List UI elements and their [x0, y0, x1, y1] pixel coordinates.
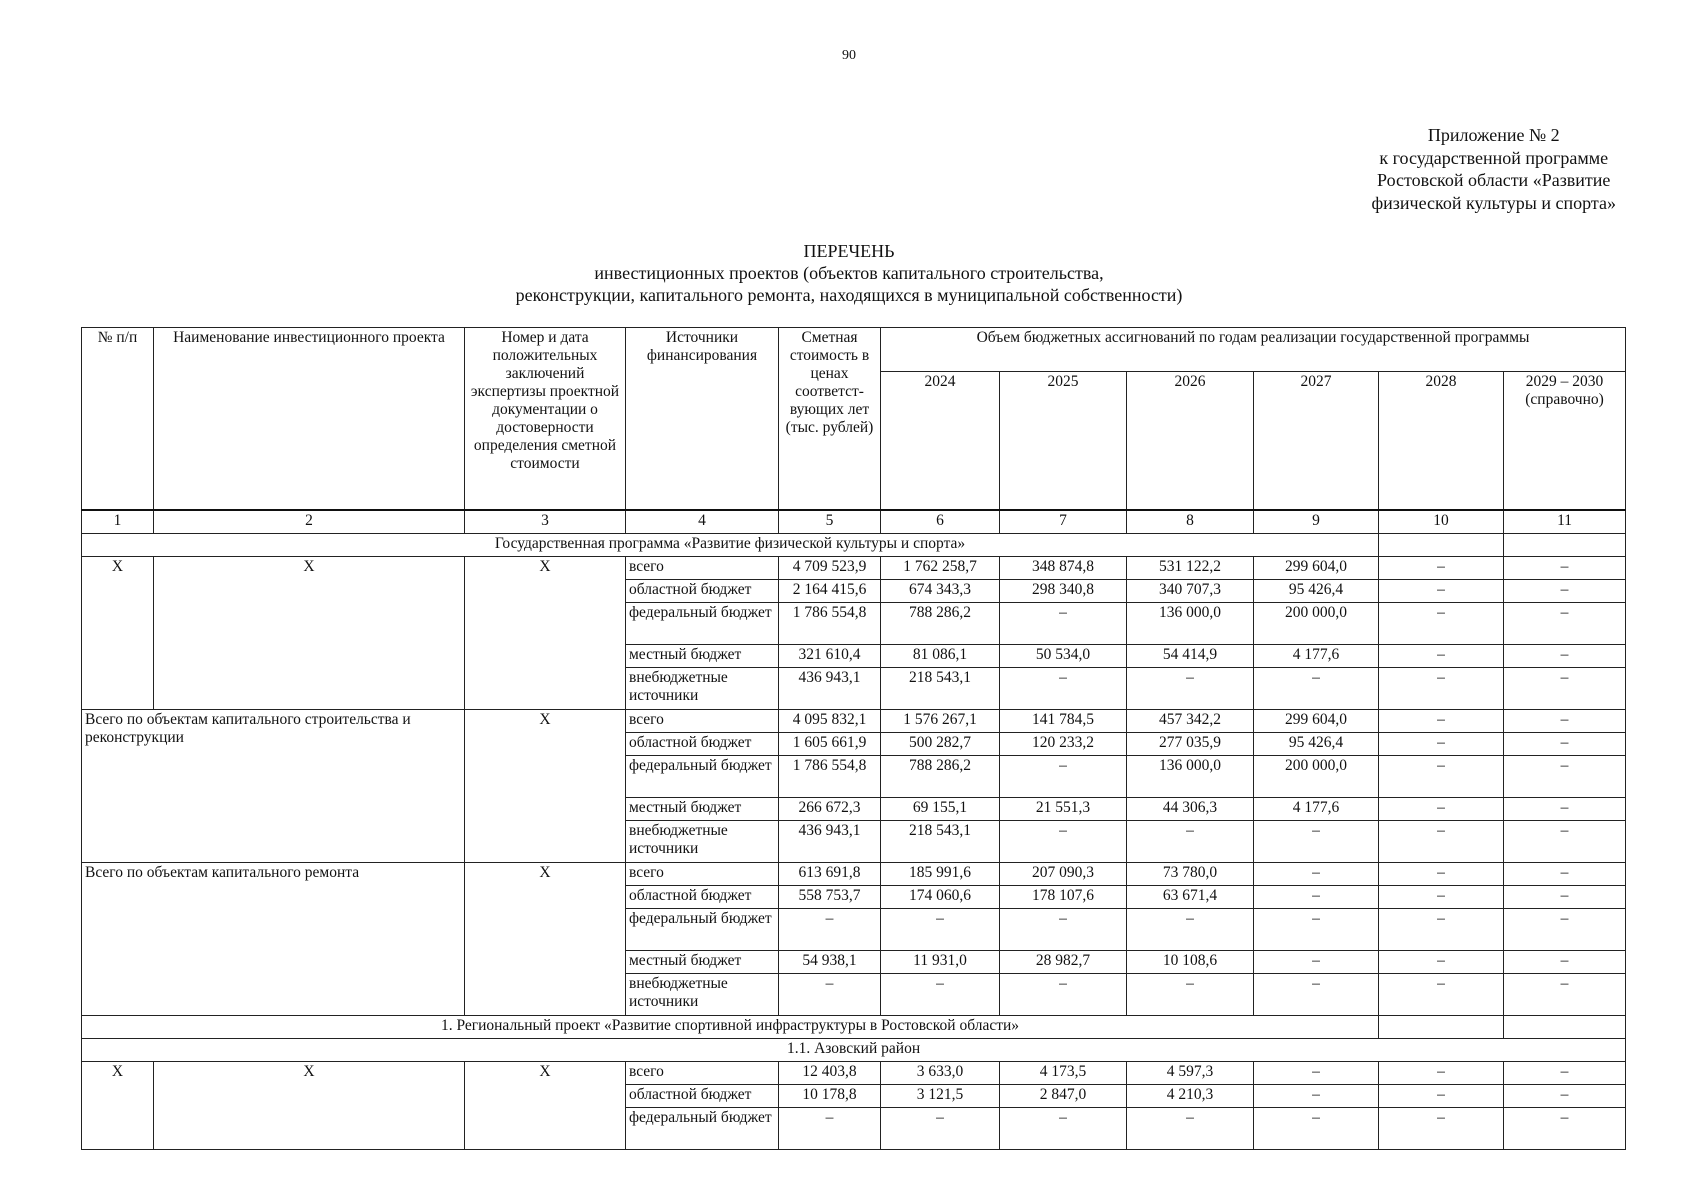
investment-projects-table [81, 327, 1626, 1150]
source-cell: местный бюджет [626, 644, 779, 667]
value-cell: – [1000, 667, 1127, 709]
value-cell: 136 000,0 [1127, 755, 1254, 797]
column-number: 8 [1127, 510, 1254, 534]
value-cell: 1 786 554,8 [779, 755, 881, 797]
source-cell: местный бюджет [626, 950, 779, 973]
value-cell: 44 306,3 [1127, 797, 1254, 820]
section-empty-cell [1379, 1015, 1504, 1038]
value-cell: 2 164 415,6 [779, 579, 881, 602]
appendix-line: Ростовской области «Развитие [1377, 170, 1611, 190]
source-cell: областной бюджет [626, 579, 779, 602]
value-cell: 63 671,4 [1127, 885, 1254, 908]
value-cell: – [1254, 820, 1379, 862]
appendix-line: физической культуры и спорта» [1371, 192, 1616, 213]
value-cell: – [1504, 1084, 1626, 1107]
value-cell: – [1504, 556, 1626, 579]
value-cell: – [1379, 709, 1504, 732]
value-cell: 174 060,6 [881, 885, 1000, 908]
source-cell: внебюджетные источники [626, 973, 779, 1015]
value-cell: 178 107,6 [1000, 885, 1127, 908]
value-cell: 613 691,8 [779, 862, 881, 885]
row-number-cell: Х [82, 1061, 154, 1149]
value-cell: – [779, 908, 881, 950]
value-cell: – [1254, 1107, 1379, 1149]
header-project-name: Наименование инвестиционного проекта [154, 328, 465, 510]
value-cell: 3 121,5 [881, 1084, 1000, 1107]
value-cell: – [1254, 908, 1379, 950]
value-cell: 10 108,6 [1127, 950, 1254, 973]
source-cell: внебюджетные источники [626, 667, 779, 709]
value-cell: 299 604,0 [1254, 709, 1379, 732]
header-funding-sources: Источники финансирования [626, 328, 779, 510]
value-cell: – [1504, 755, 1626, 797]
source-cell: местный бюджет [626, 797, 779, 820]
source-cell: всего [626, 1061, 779, 1084]
expertise-cell: Х [465, 709, 626, 862]
value-cell: – [1000, 755, 1127, 797]
value-cell: – [1379, 885, 1504, 908]
value-cell: – [1379, 1061, 1504, 1084]
value-cell: – [1379, 973, 1504, 1015]
value-cell: – [1504, 950, 1626, 973]
source-cell: областной бюджет [626, 732, 779, 755]
value-cell: – [1254, 885, 1379, 908]
document-title [0, 240, 1698, 306]
value-cell: – [1000, 908, 1127, 950]
value-cell: 11 931,0 [881, 950, 1000, 973]
value-cell: 321 610,4 [779, 644, 881, 667]
column-number: 4 [626, 510, 779, 534]
value-cell: – [1379, 950, 1504, 973]
value-cell: – [1254, 973, 1379, 1015]
value-cell: 788 286,2 [881, 755, 1000, 797]
header-year: 2025 [1000, 372, 1127, 510]
table-row [82, 1061, 1626, 1084]
expertise-cell: Х [465, 1061, 626, 1149]
value-cell: – [881, 973, 1000, 1015]
value-cell: – [1504, 973, 1626, 1015]
value-cell: 1 605 661,9 [779, 732, 881, 755]
source-cell: федеральный бюджет [626, 908, 779, 950]
appendix-note [1371, 124, 1616, 214]
header-year: 2027 [1254, 372, 1379, 510]
section-heading-program: Государственная программа «Развитие физической культуры и спорта» [82, 533, 1379, 556]
appendix-line: к государственной программе [1379, 147, 1609, 168]
value-cell: – [1379, 1084, 1504, 1107]
value-cell: 1 576 267,1 [881, 709, 1000, 732]
column-number: 10 [1379, 510, 1504, 534]
value-cell: – [1254, 862, 1379, 885]
project-name-cell: Х [154, 556, 465, 709]
value-cell: 457 342,2 [1127, 709, 1254, 732]
value-cell: – [1000, 973, 1127, 1015]
value-cell: – [1504, 820, 1626, 862]
value-cell: – [1504, 644, 1626, 667]
page-number: 90 [842, 48, 856, 63]
value-cell: – [1000, 820, 1127, 862]
column-number: 9 [1254, 510, 1379, 534]
value-cell: – [1379, 556, 1504, 579]
value-cell: 73 780,0 [1127, 862, 1254, 885]
value-cell: – [1379, 602, 1504, 644]
title-line: реконструкции, капитального ремонта, находящихся в муниципальной собственности) [515, 285, 1183, 305]
value-cell: 141 784,5 [1000, 709, 1127, 732]
value-cell: 21 551,3 [1000, 797, 1127, 820]
group-name-cell: Всего по объектам капитального ремонта [82, 862, 465, 1015]
value-cell: – [1379, 667, 1504, 709]
header-budget-allocations: Объем бюджетных ассигнований по годам реализации государственной программы [881, 328, 1626, 372]
value-cell: – [1504, 908, 1626, 950]
column-number: 7 [1000, 510, 1127, 534]
value-cell: 4 210,3 [1127, 1084, 1254, 1107]
value-cell: 1 786 554,8 [779, 602, 881, 644]
value-cell: 2 847,0 [1000, 1084, 1127, 1107]
source-cell: областной бюджет [626, 885, 779, 908]
column-number: 11 [1504, 510, 1626, 534]
value-cell: 4 597,3 [1127, 1061, 1254, 1084]
source-cell: внебюджетные источники [626, 820, 779, 862]
value-cell: 4 177,6 [1254, 644, 1379, 667]
value-cell: 200 000,0 [1254, 602, 1379, 644]
value-cell: – [1379, 820, 1504, 862]
header-number: № п/п [82, 328, 154, 510]
value-cell: 218 543,1 [881, 820, 1000, 862]
value-cell: 436 943,1 [779, 667, 881, 709]
section-heading-district: 1.1. Азовский район [82, 1038, 1626, 1061]
source-cell: всего [626, 862, 779, 885]
column-number: 5 [779, 510, 881, 534]
value-cell: 788 286,2 [881, 602, 1000, 644]
value-cell: – [881, 1107, 1000, 1149]
value-cell: 218 543,1 [881, 667, 1000, 709]
value-cell: – [1379, 732, 1504, 755]
source-cell: федеральный бюджет [626, 1107, 779, 1149]
value-cell: – [1379, 908, 1504, 950]
source-cell: всего [626, 709, 779, 732]
value-cell: – [1379, 755, 1504, 797]
table-row [82, 709, 1626, 732]
value-cell: 136 000,0 [1127, 602, 1254, 644]
source-cell: федеральный бюджет [626, 602, 779, 644]
value-cell: – [1127, 1107, 1254, 1149]
column-number: 6 [881, 510, 1000, 534]
appendix-line: Приложение № 2 [1427, 125, 1560, 145]
expertise-cell: Х [465, 862, 626, 1015]
value-cell: 12 403,8 [779, 1061, 881, 1084]
title-line: инвестиционных проектов (объектов капитального строительства, [594, 263, 1104, 283]
value-cell: 3 633,0 [881, 1061, 1000, 1084]
value-cell: 10 178,8 [779, 1084, 881, 1107]
value-cell: 54 414,9 [1127, 644, 1254, 667]
value-cell: – [1379, 862, 1504, 885]
value-cell: 4 177,6 [1254, 797, 1379, 820]
value-cell: – [1000, 1107, 1127, 1149]
expertise-cell: Х [465, 556, 626, 709]
value-cell: 1 762 258,7 [881, 556, 1000, 579]
value-cell: 298 340,8 [1000, 579, 1127, 602]
value-cell: – [1254, 1061, 1379, 1084]
value-cell: – [1127, 973, 1254, 1015]
section-empty-cell [1379, 533, 1504, 556]
value-cell: 95 426,4 [1254, 579, 1379, 602]
value-cell: 81 086,1 [881, 644, 1000, 667]
value-cell: – [1504, 862, 1626, 885]
value-cell: 4 095 832,1 [779, 709, 881, 732]
value-cell: 207 090,3 [1000, 862, 1127, 885]
value-cell: – [1379, 579, 1504, 602]
value-cell: 436 943,1 [779, 820, 881, 862]
value-cell: – [1379, 644, 1504, 667]
value-cell: – [779, 1107, 881, 1149]
value-cell: – [1000, 602, 1127, 644]
value-cell: – [1504, 732, 1626, 755]
value-cell: – [779, 973, 881, 1015]
source-cell: областной бюджет [626, 1084, 779, 1107]
value-cell: 28 982,7 [1000, 950, 1127, 973]
value-cell: 531 122,2 [1127, 556, 1254, 579]
value-cell: – [881, 908, 1000, 950]
value-cell: – [1379, 1107, 1504, 1149]
section-heading-regional: 1. Региональный проект «Развитие спортивной инфраструктуры в Ростовской области» [82, 1015, 1379, 1038]
column-number: 1 [82, 510, 154, 534]
value-cell: – [1127, 820, 1254, 862]
header-expertise: Номер и дата положительных заключений экспертизы проектной документации о достоверности определения сметной стоимости [465, 328, 626, 510]
value-cell: – [1504, 885, 1626, 908]
value-cell: 4 709 523,9 [779, 556, 881, 579]
value-cell: 500 282,7 [881, 732, 1000, 755]
source-cell: федеральный бюджет [626, 755, 779, 797]
value-cell: 120 233,2 [1000, 732, 1127, 755]
header-year: 2026 [1127, 372, 1254, 510]
group-name-cell: Всего по объектам капитального строительства и реконструкции [82, 709, 465, 862]
value-cell: 4 173,5 [1000, 1061, 1127, 1084]
value-cell: – [1504, 709, 1626, 732]
value-cell: 69 155,1 [881, 797, 1000, 820]
value-cell: – [1254, 950, 1379, 973]
header-year: 2024 [881, 372, 1000, 510]
value-cell: 185 991,6 [881, 862, 1000, 885]
value-cell: 340 707,3 [1127, 579, 1254, 602]
value-cell: – [1504, 579, 1626, 602]
value-cell: 54 938,1 [779, 950, 881, 973]
project-name-cell: Х [154, 1061, 465, 1149]
value-cell: 277 035,9 [1127, 732, 1254, 755]
table-row [82, 862, 1626, 885]
value-cell: – [1504, 797, 1626, 820]
header-year: 2028 [1379, 372, 1504, 510]
title-line: ПЕРЕЧЕНЬ [803, 241, 895, 261]
source-cell: всего [626, 556, 779, 579]
header-year: 2029 – 2030 (справочно) [1504, 372, 1626, 510]
value-cell: 266 672,3 [779, 797, 881, 820]
value-cell: 50 534,0 [1000, 644, 1127, 667]
column-number: 2 [154, 510, 465, 534]
value-cell: – [1127, 667, 1254, 709]
column-number: 3 [465, 510, 626, 534]
value-cell: – [1254, 1084, 1379, 1107]
value-cell: – [1504, 1107, 1626, 1149]
value-cell: – [1379, 797, 1504, 820]
value-cell: 674 343,3 [881, 579, 1000, 602]
value-cell: 558 753,7 [779, 885, 881, 908]
value-cell: 200 000,0 [1254, 755, 1379, 797]
value-cell: – [1127, 908, 1254, 950]
value-cell: – [1254, 667, 1379, 709]
header-estimated-cost: Сметная стоимость в ценах соответст-вующих лет (тыс. рублей) [779, 328, 881, 510]
value-cell: – [1504, 602, 1626, 644]
row-number-cell: Х [82, 556, 154, 709]
value-cell: – [1504, 1061, 1626, 1084]
value-cell: 348 874,8 [1000, 556, 1127, 579]
section-empty-cell [1504, 1015, 1626, 1038]
value-cell: 95 426,4 [1254, 732, 1379, 755]
table-row [82, 556, 1626, 579]
value-cell: 299 604,0 [1254, 556, 1379, 579]
section-empty-cell [1504, 533, 1626, 556]
value-cell: – [1504, 667, 1626, 709]
